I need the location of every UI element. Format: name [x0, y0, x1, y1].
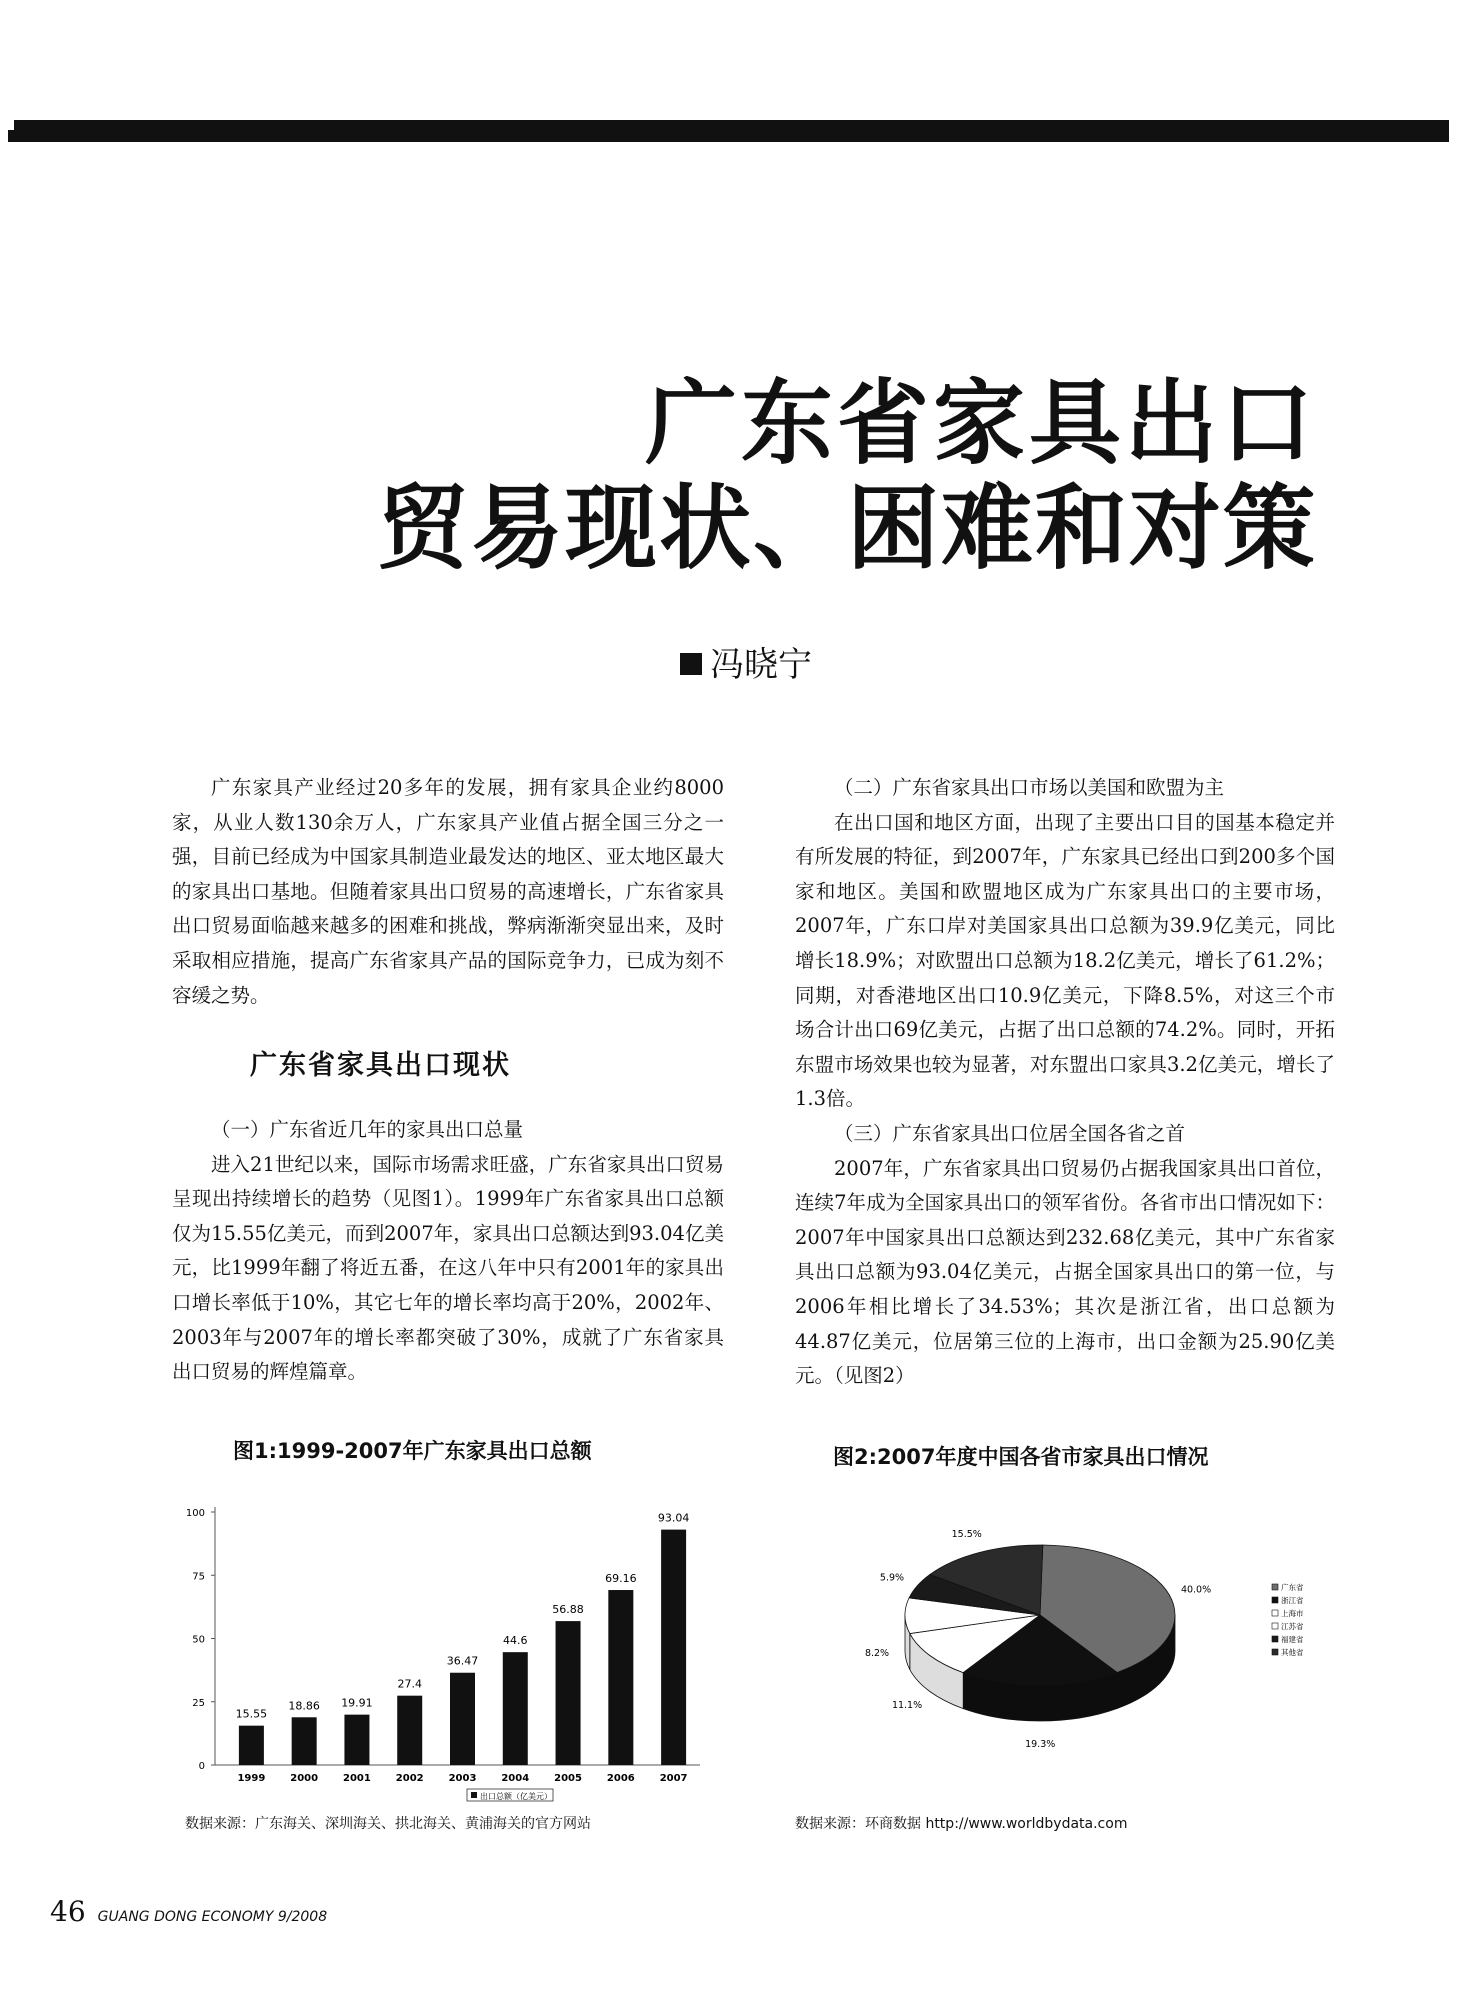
- x-tick-label: 2007: [659, 1773, 688, 1784]
- bar: [608, 1590, 633, 1765]
- x-tick-label: 1999: [237, 1773, 266, 1784]
- figure1-source: 数据来源：广东海关、深圳海关、拱北海关、黄浦海关的官方网站: [185, 1816, 591, 1832]
- legend-swatch: [1272, 1610, 1278, 1616]
- y-tick-label: 25: [192, 1697, 205, 1709]
- author-name: 冯晓宁: [710, 645, 812, 685]
- bar-value-label: 18.86: [288, 1699, 320, 1713]
- pie-percent-label: 40.0%: [1180, 1584, 1212, 1596]
- pie-percent-label: 11.1%: [891, 1700, 923, 1712]
- page-number: 46: [50, 1895, 86, 1928]
- legend-swatch: [1272, 1623, 1278, 1629]
- legend-swatch: [1272, 1584, 1278, 1590]
- header-rule-notch: [0, 120, 14, 130]
- journal-name: GUANG DONG ECONOMY 9/2008: [97, 1909, 328, 1925]
- bar-value-label: 44.6: [503, 1634, 528, 1648]
- legend-label: 上海市: [1281, 1609, 1304, 1618]
- x-tick-label: 2006: [606, 1773, 635, 1784]
- legend-label: 其他省: [1281, 1648, 1304, 1657]
- pie-percent-label: 19.3%: [1025, 1739, 1056, 1750]
- bar-value-label: 56.88: [552, 1603, 584, 1617]
- right-column-body: [795, 771, 1335, 1394]
- subsection-heading-1: （一）广东省近几年的家具出口总量: [211, 1118, 524, 1141]
- bar: [503, 1652, 528, 1765]
- section-heading: 广东省家具出口现状: [250, 1050, 511, 1081]
- bar: [344, 1715, 369, 1765]
- legend-swatch: [471, 1792, 477, 1798]
- intro-column: [172, 771, 724, 1013]
- legend-label: 出口总额（亿美元）: [480, 1792, 552, 1801]
- figure2-svg: [840, 1505, 1325, 1795]
- left-column-body: [172, 1113, 724, 1390]
- bar: [239, 1726, 264, 1765]
- legend-label: 福建省: [1281, 1635, 1304, 1644]
- x-tick-label: 2005: [554, 1773, 582, 1784]
- bar: [450, 1673, 475, 1765]
- figure2-pie-chart: [840, 1505, 1325, 1795]
- author-byline: [680, 637, 812, 686]
- bar-value-label: 93.04: [657, 1511, 690, 1525]
- legend-label: 江苏省: [1281, 1622, 1304, 1631]
- bar-value-label: 36.47: [446, 1654, 479, 1668]
- x-tick-label: 2001: [343, 1773, 371, 1784]
- x-tick-label: 2004: [501, 1773, 530, 1784]
- paragraph-1: 进入21世纪以来，国际市场需求旺盛，广东省家具出口贸易呈现出持续增长的趋势（见图1）。1999年广东省家具出口总额仅为15.55亿美元，而到2007年，家具出口总额达到93.04亿美元，比1999年翻了将近五番，在这八年中只有2001年的家具出口增长率低于10%，其它七年的增长率均高于20%，2002年、2003年与2007年的增长率都突破了30%，成就了广东省家具出口贸易的辉煌篇章。: [172, 1152, 724, 1384]
- legend-label: 广东省: [1281, 1583, 1304, 1592]
- y-tick-label: 50: [192, 1634, 205, 1646]
- bar: [556, 1621, 581, 1765]
- bar: [397, 1696, 422, 1765]
- legend-label: 浙江省: [1281, 1596, 1304, 1605]
- legend-swatch: [1272, 1636, 1278, 1642]
- article-title-line2: 贸易现状、困难和对策: [376, 474, 1317, 582]
- bar-value-label: 27.4: [397, 1677, 422, 1691]
- bar: [292, 1717, 317, 1765]
- bar-value-label: 19.91: [341, 1696, 373, 1710]
- pie-percent-label: 5.9%: [879, 1572, 905, 1584]
- page-footer: [50, 1895, 327, 1928]
- pie-percent-label: 15.5%: [951, 1528, 982, 1540]
- x-tick-label: 2002: [395, 1773, 424, 1784]
- bar: [661, 1530, 686, 1765]
- bar-value-label: 15.55: [235, 1707, 268, 1721]
- figure1-svg: [185, 1490, 705, 1801]
- legend-swatch: [1272, 1597, 1278, 1603]
- header-rule: [8, 120, 1449, 142]
- figure2-source: 数据来源：环商数据 http://www.worldbydata.com: [795, 1816, 1128, 1832]
- y-tick-label: 75: [192, 1571, 205, 1583]
- pie-percent-label: 8.2%: [864, 1647, 890, 1659]
- figure1-bar-chart: [185, 1490, 705, 1801]
- subsection-heading-3: （三）广东省家具出口位居全国各省之首: [834, 1121, 1186, 1145]
- subsection-heading-2: （二）广东省家具出口市场以美国和欧盟为主: [834, 776, 1225, 799]
- y-tick-label: 0: [198, 1761, 205, 1772]
- y-tick-label: 100: [185, 1508, 205, 1519]
- paragraph-2: 在出口国和地区方面，出现了主要出口目的国基本稳定并有所发展的特征，到2007年，广东家具已经出口到200多个国家和地区。美国和欧盟地区成为广东家具出口的主要市场，2007年，广东口岸对美国家具出口总额为39.9亿美元，同比增长18.9%；对欧盟出口总额为18.2亿美元，增长了61.2%；同期，对香港地区出口10.9亿美元，下降8.5%，对这三个市场合计出口69亿美元，占据了出口总额的74.2%。同时，开拓东盟市场效果也较为显著，对东盟出口家具3.2亿美元，增长了1.3倍。: [795, 810, 1335, 1111]
- bar-value-label: 69.16: [605, 1572, 637, 1586]
- figure1-title: 图1:1999-2007年广东家具出口总额: [233, 1439, 592, 1463]
- paragraph-3: 2007年，广东省家具出口贸易仍占据我国家具出口首位，连续7年成为全国家具出口的领军省份。各省市出口情况如下：2007年中国家具出口总额达到232.68亿美元，其中广东省家具出口总额为93.04亿美元，占据全国家具出口的第一位，与2006年相比增长了34.53%；其次是浙江省，出口总额为44.87亿美元，位居第三位的上海市，出口金额为25.90亿美元。（见图2）: [795, 1156, 1335, 1388]
- legend-swatch: [1272, 1649, 1278, 1655]
- square-bullet-icon: [680, 653, 702, 675]
- article-title-line1: 广东省家具出口: [644, 369, 1317, 477]
- intro-paragraph: 广东家具产业经过20多年的发展，拥有家具企业约8000家，从业人数130余万人，广东家具产业值占据全国三分之一强，目前已经成为中国家具制造业最发达的地区、亚太地区最大的家具出口基地。但随着家具出口贸易的高速增长，广东省家具出口贸易面临越来越多的困难和挑战，弊病渐渐突显出来，及时采取相应措施，提高广东省家具产品的国际竞争力，已成为刻不容缓之势。: [172, 776, 724, 1007]
- x-tick-label: 2000: [290, 1773, 319, 1784]
- figure2-title: 图2:2007年度中国各省市家具出口情况: [833, 1445, 1209, 1469]
- x-tick-label: 2003: [448, 1773, 477, 1784]
